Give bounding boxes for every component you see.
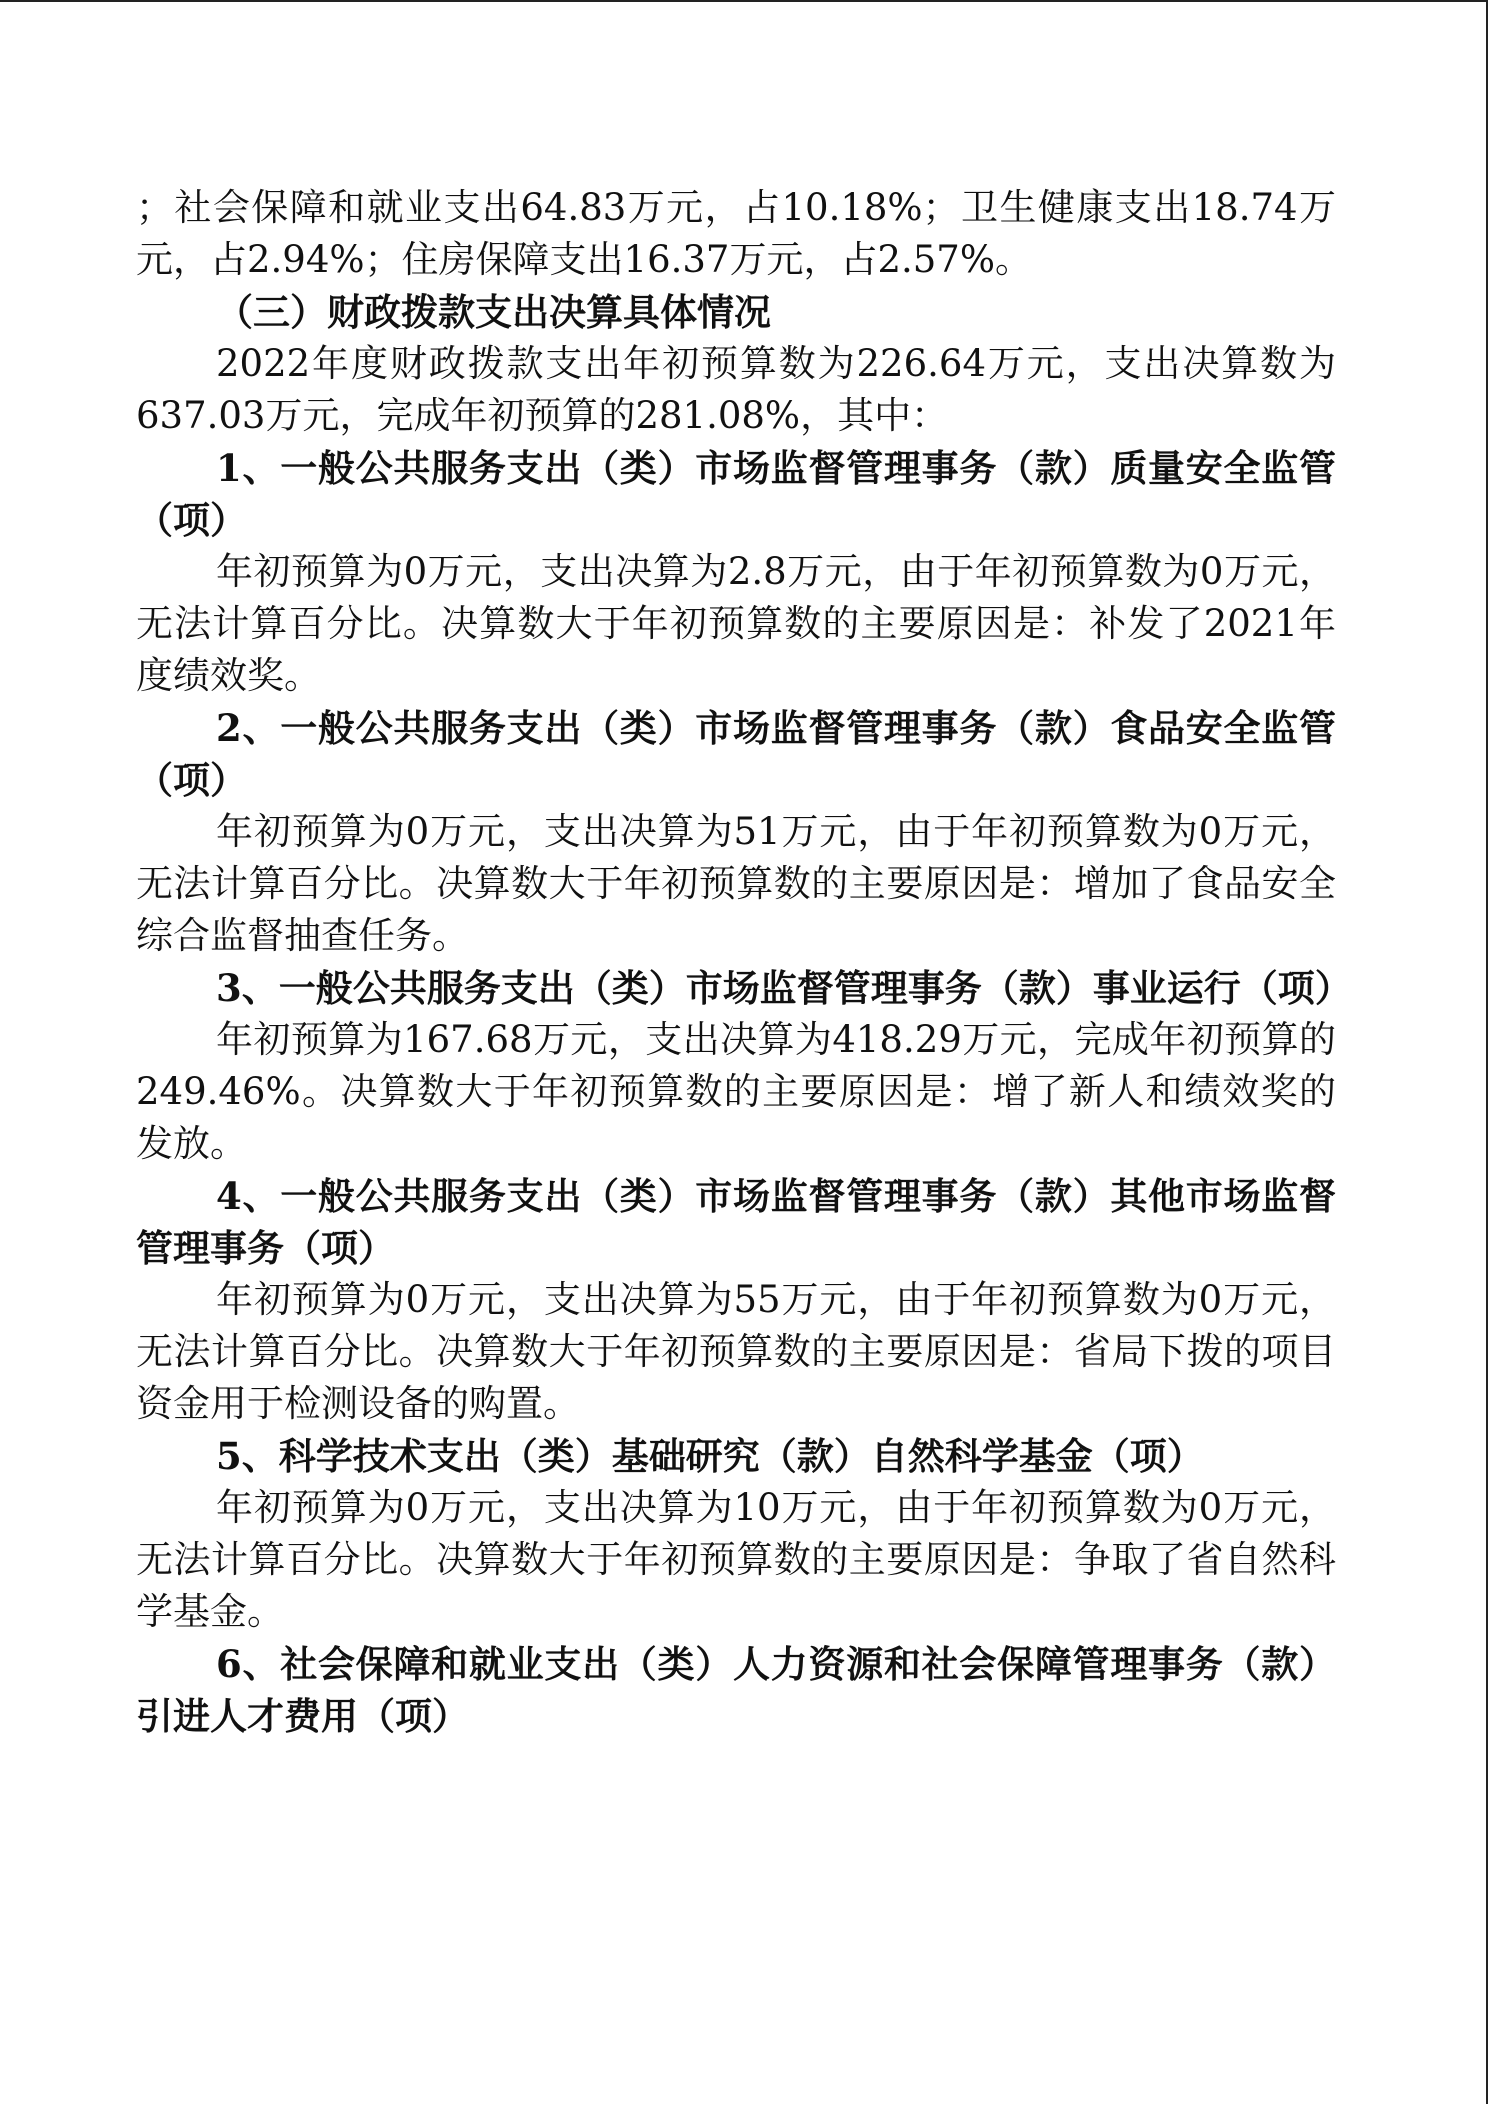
item-4-title: 4、一般公共服务支出（类）市场监督管理事务（款）其他市场监督管理事务（项） bbox=[136, 1174, 1336, 1270]
item-3-body: 年初预算为167.68万元，支出决算为418.29万元，完成年初预算的249.46%。决算数大于年初预算数的主要原因是：增了新人和绩效奖的发放。 bbox=[136, 1018, 1336, 1165]
item-4-body: 年初预算为0万元，支出决算为55万元，由于年初预算数为0万元，无法计算百分比。决算数大于年初预算数的主要原因是：省局下拨的项目资金用于检测设备的购置。 bbox=[136, 1278, 1336, 1425]
item-2-body: 年初预算为0万元，支出决算为51万元，由于年初预算数为0万元，无法计算百分比。决算数大于年初预算数的主要原因是：增加了食品安全综合监督抽查任务。 bbox=[136, 810, 1336, 957]
item-3-title: 3、一般公共服务支出（类）市场监督管理事务（款）事业运行（项） bbox=[216, 966, 1352, 1010]
item-5-body: 年初预算为0万元，支出决算为10万元，由于年初预算数为0万元，无法计算百分比。决算数大于年初预算数的主要原因是：争取了省自然科学基金。 bbox=[136, 1486, 1336, 1633]
item-2-title: 2、一般公共服务支出（类）市场监督管理事务（款）食品安全监管（项） bbox=[136, 706, 1336, 802]
summary-paragraph: 2022年度财政拨款支出年初预算数为226.64万元，支出决算数为637.03万元，完成年初预算的281.08%，其中： bbox=[136, 342, 1336, 437]
section-heading: （三）财政拨款支出决算具体情况 bbox=[216, 290, 771, 334]
item-1-body: 年初预算为0万元，支出决算为2.8万元，由于年初预算数为0万元，无法计算百分比。决算数大于年初预算数的主要原因是：补发了2021年度绩效奖。 bbox=[136, 550, 1336, 697]
document-body bbox=[136, 182, 1352, 1742]
intro-paragraph: ；社会保障和就业支出64.83万元，占10.18%；卫生健康支出18.74万元，占2.94%；住房保障支出16.37万元，占2.57%。 bbox=[136, 186, 1336, 281]
item-6-title: 6、社会保障和就业支出（类）人力资源和社会保障管理事务（款）引进人才费用（项） bbox=[136, 1642, 1336, 1738]
item-5-title: 5、科学技术支出（类）基础研究（款）自然科学基金（项） bbox=[216, 1434, 1204, 1478]
item-1-title: 1、一般公共服务支出（类）市场监督管理事务（款）质量安全监管（项） bbox=[136, 446, 1336, 542]
